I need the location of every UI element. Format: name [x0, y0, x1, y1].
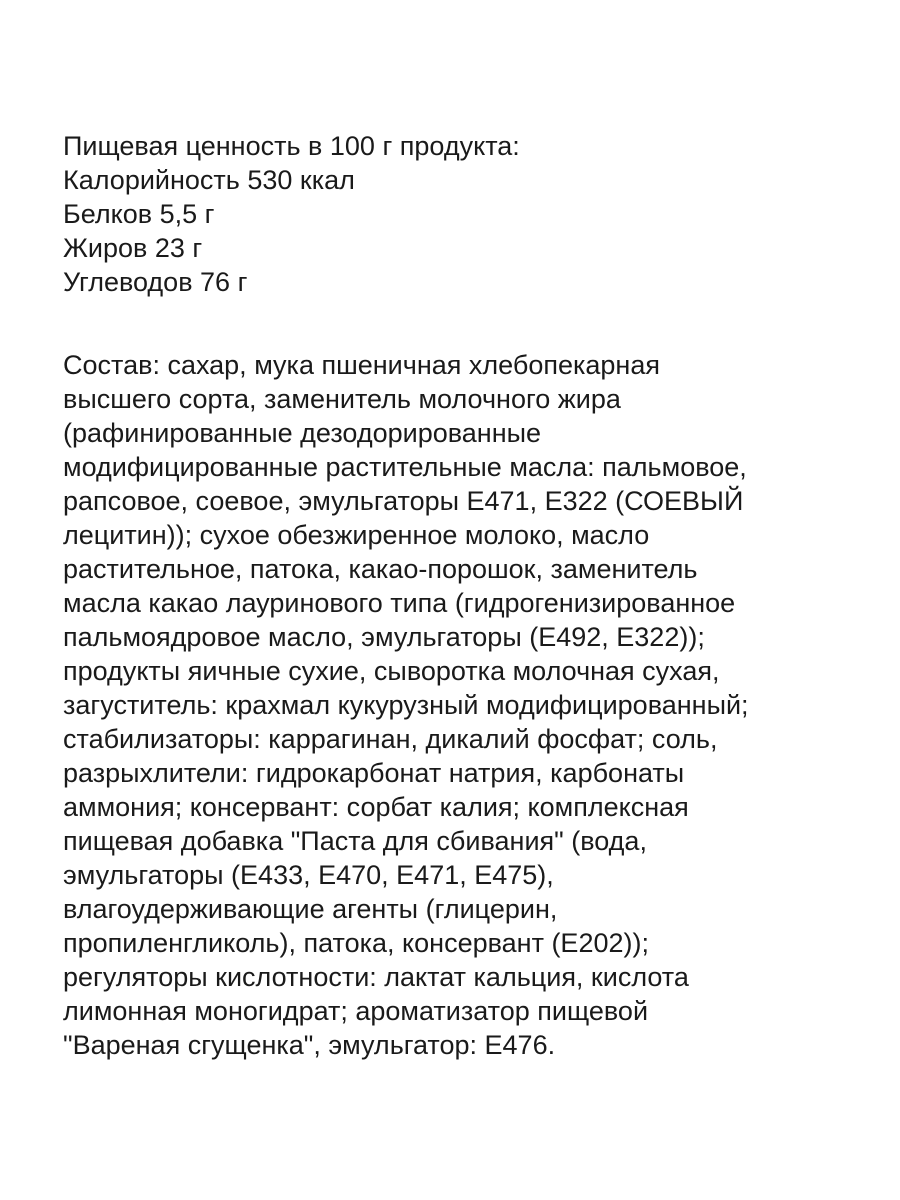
ingredients-line: эмульгаторы (Е433, Е470, Е471, Е475), — [63, 860, 554, 890]
ingredients-line: рапсовое, соевое, эмульгаторы Е471, Е322 (СОЕВЫЙ — [63, 486, 744, 516]
ingredients-line: влагоудерживающие агенты (глицерин, — [63, 894, 558, 924]
ingredients-line: растительное, патока, какао-порошок, заменитель — [63, 554, 698, 584]
ingredients-line: стабилизаторы: каррагинан, дикалий фосфат; соль, — [63, 724, 718, 754]
ingredients-line: высшего сорта, заменитель молочного жира — [63, 384, 621, 414]
ingredients-line: (рафинированные дезодорированные — [63, 418, 542, 448]
protein-line: Белков 5,5 г — [63, 199, 215, 229]
nutrition-facts — [63, 129, 520, 299]
ingredients-line: регуляторы кислотности: лактат кальция, кислота — [63, 962, 689, 992]
ingredients-line: "Вареная сгущенка", эмульгатор: Е476. — [63, 1030, 556, 1060]
ingredients-line: разрыхлители: гидрокарбонат натрия, карбонаты — [63, 758, 685, 788]
ingredients-line: лимонная моногидрат; ароматизатор пищевой — [63, 996, 649, 1026]
ingredients-line: модифицированные растительные масла: пальмовое, — [63, 452, 747, 482]
fat-line: Жиров 23 г — [63, 233, 203, 263]
ingredients-line: лецитин)); сухое обезжиренное молоко, масло — [63, 520, 650, 550]
ingredients-list — [63, 348, 749, 1062]
ingredients-line: пищевая добавка "Паста для сбивания" (вода, — [63, 826, 647, 856]
ingredients-line: пальмоядровое масло, эмульгаторы (Е492, Е322)); — [63, 622, 705, 652]
carbohydrates-line: Углеводов 76 г — [63, 267, 248, 297]
nutrition-heading: Пищевая ценность в 100 г продукта: — [63, 131, 520, 161]
ingredients-line: масла какао лауринового типа (гидрогенизированное — [63, 588, 736, 618]
ingredients-line: пропиленгликоль), патока, консервант (Е202)); — [63, 928, 649, 958]
ingredients-line: Состав: сахар, мука пшеничная хлебопекарная — [63, 350, 660, 380]
ingredients-line: аммония; консервант: сорбат калия; комплексная — [63, 792, 689, 822]
ingredients-line: продукты яичные сухие, сыворотка молочная сухая, — [63, 656, 720, 686]
calories-line: Калорийность 530 ккал — [63, 165, 355, 195]
ingredients-line: загуститель: крахмал кукурузный модифицированный; — [63, 690, 749, 720]
